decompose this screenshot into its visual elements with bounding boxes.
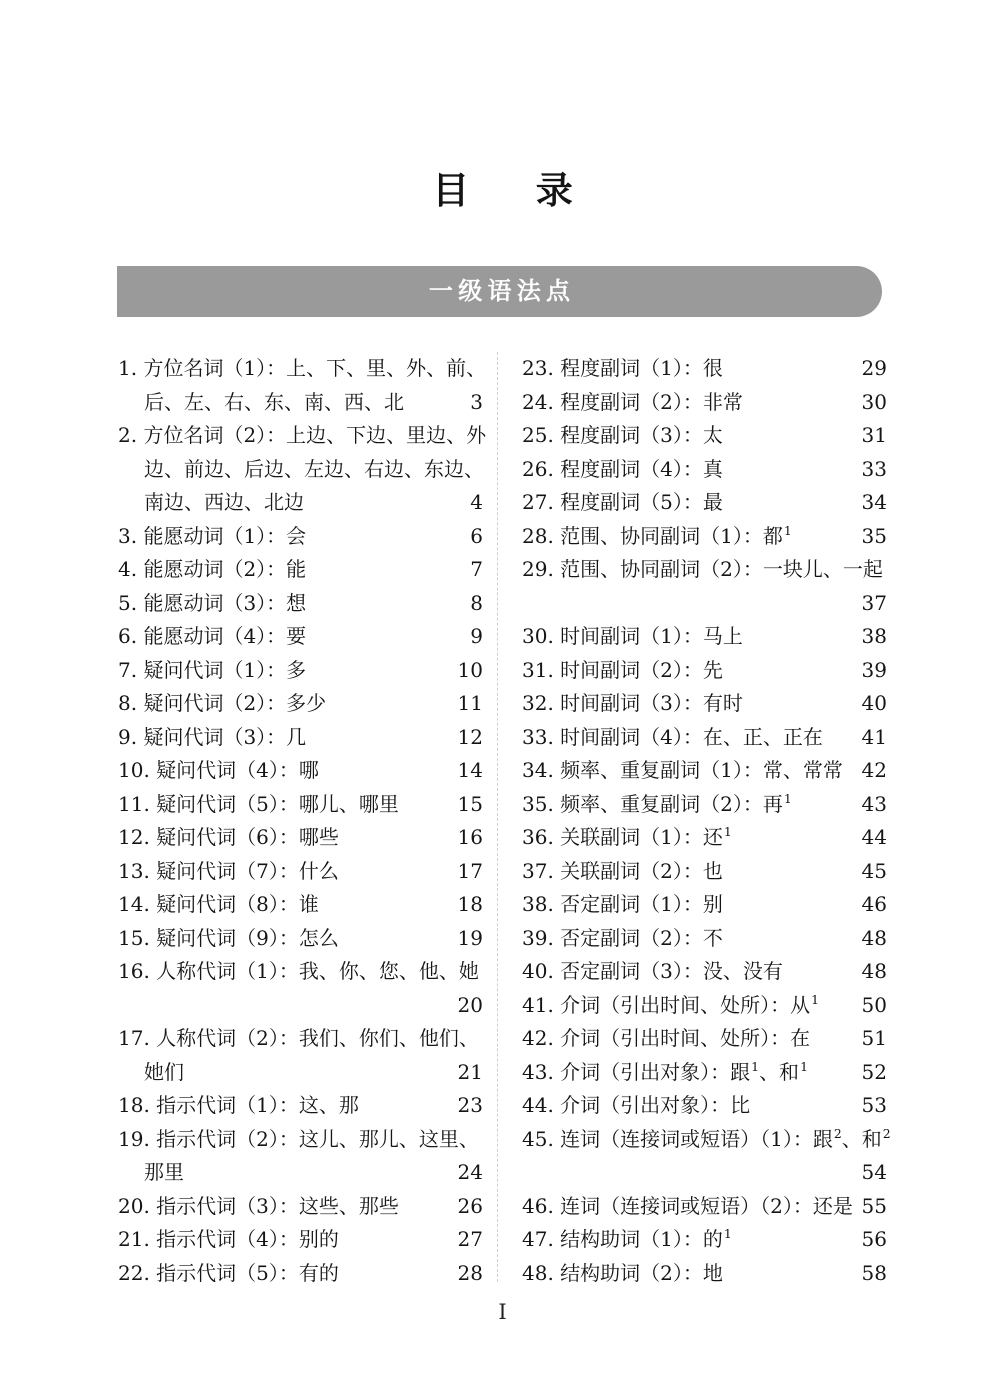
toc-entry-label: 能愿动词（2）：能 xyxy=(143,557,307,581)
toc-entry-label: 时间副词（3）：有时 xyxy=(560,691,743,715)
toc-entry-number: 13. xyxy=(118,858,150,883)
toc-entry-number: 12. xyxy=(118,825,150,849)
toc-entry-line xyxy=(522,721,887,755)
toc-entry-number: 31. xyxy=(522,657,554,682)
toc-entry-label: 连词（连接词或短语）（2）：还是 xyxy=(560,1193,853,1218)
toc-entry[interactable] xyxy=(118,855,483,889)
toc-entry-label: 时间副词（1）：马上 xyxy=(560,624,743,648)
toc-entry-page-number: 27 xyxy=(457,1227,483,1251)
toc-entry[interactable] xyxy=(118,1123,483,1190)
toc-entry-page-number: 53 xyxy=(861,1093,887,1117)
toc-entry-page-number: 28 xyxy=(457,1260,483,1285)
toc-entry-continuation xyxy=(118,486,483,520)
toc-entry-label: 程度副词（4）：真 xyxy=(560,456,723,481)
toc-entry-number: 16. xyxy=(118,959,150,983)
toc-entry-label: 疑问代词（7）：什么 xyxy=(156,858,339,883)
toc-entry-number: 7. xyxy=(118,657,138,682)
toc-entry[interactable] xyxy=(522,989,887,1023)
toc-entry-line xyxy=(522,620,887,654)
toc-entry-label: 指示代词（3）：这些、那些 xyxy=(156,1193,399,1218)
toc-entry-page-number: 8 xyxy=(470,590,483,615)
toc-entry[interactable] xyxy=(118,1190,483,1224)
toc-entry-label: 范围、协同副词（1）：都$^1$ xyxy=(560,522,792,548)
toc-entry-number: 43. xyxy=(522,1059,554,1084)
toc-entry-page-number: 10 xyxy=(457,657,483,682)
toc-entry-number: 30. xyxy=(522,624,554,648)
toc-entry-line xyxy=(118,721,483,755)
toc-entry-line xyxy=(522,453,887,487)
toc-entry-number: 14. xyxy=(118,892,150,916)
toc-entry[interactable] xyxy=(118,955,483,1022)
toc-entry[interactable] xyxy=(118,419,487,520)
toc-entry-page-number: 26 xyxy=(457,1193,483,1218)
toc-entry-line xyxy=(118,955,483,989)
toc-entry[interactable] xyxy=(522,386,887,420)
toc-entry-label: 人称代词（1）：我、你、您、他、她 xyxy=(156,959,479,983)
toc-entry-page-number: 30 xyxy=(861,389,887,414)
table-of-contents xyxy=(0,352,1005,1285)
toc-entry-label: 能愿动词（1）：会 xyxy=(143,523,307,548)
toc-entry-label: 程度副词（3）：太 xyxy=(560,423,723,447)
toc-entry-number: 24. xyxy=(522,389,554,414)
toc-entry-line xyxy=(522,1056,887,1090)
toc-entry-label: 指示代词（1）：这、那 xyxy=(156,1093,359,1117)
toc-entry-number: 18. xyxy=(118,1093,150,1117)
toc-entry-number: 40. xyxy=(522,959,554,983)
toc-entry-label: 否定副词（3）：没、没有 xyxy=(560,959,783,983)
toc-entry-line xyxy=(522,788,887,822)
toc-entry-continuation xyxy=(118,386,483,420)
toc-entry-page-number: 23 xyxy=(457,1093,483,1117)
toc-entry-label: 那里 xyxy=(144,1160,184,1184)
toc-entry-number: 41. xyxy=(522,992,554,1017)
toc-entry-label: 后、左、右、东、南、西、北 xyxy=(144,389,404,414)
toc-entry-page-number: 48 xyxy=(861,925,887,950)
toc-entry-page-number: 42 xyxy=(861,758,887,782)
toc-entry-line xyxy=(522,888,887,922)
toc-entry[interactable] xyxy=(118,1089,483,1123)
toc-entry-number: 37. xyxy=(522,858,554,883)
toc-entry-continuation xyxy=(118,989,483,1023)
toc-entry-page-number: 39 xyxy=(861,657,887,682)
toc-entry-line xyxy=(118,654,483,688)
toc-entry-line xyxy=(522,352,887,386)
toc-entry-label: 频率、重复副词（2）：再$^1$ xyxy=(560,790,792,816)
toc-entry[interactable] xyxy=(522,721,887,755)
toc-entry[interactable] xyxy=(522,687,887,721)
toc-entry[interactable] xyxy=(118,654,483,688)
toc-entry[interactable] xyxy=(118,1022,483,1089)
toc-entry-number: 36. xyxy=(522,825,554,849)
toc-entry-page-number: 15 xyxy=(457,791,483,816)
toc-entry-number: 2. xyxy=(118,423,138,447)
toc-entry[interactable] xyxy=(118,721,483,755)
toc-entry-label: 能愿动词（3）：想 xyxy=(143,590,307,615)
toc-column-right xyxy=(522,352,891,1290)
toc-entry-number: 17. xyxy=(118,1026,150,1050)
toc-entry-label: 时间副词（2）：先 xyxy=(560,657,723,682)
toc-entry-continuation xyxy=(118,1056,483,1090)
toc-entry-line xyxy=(522,419,887,453)
section-banner-label: 一级语法点 xyxy=(428,277,576,305)
toc-entry-line xyxy=(522,520,887,554)
toc-entry-label: 疑问代词（5）：哪儿、哪里 xyxy=(156,791,399,816)
toc-entry-line xyxy=(118,821,483,855)
toc-entry[interactable] xyxy=(118,520,483,554)
toc-entry-continuation xyxy=(118,1156,483,1190)
toc-entry-line xyxy=(522,1190,887,1224)
toc-entry-line xyxy=(118,553,483,587)
page-title: 目 录 xyxy=(432,168,588,212)
column-divider xyxy=(497,352,498,1282)
toc-entry-page-number: 51 xyxy=(861,1026,887,1050)
toc-entry-page-number: 46 xyxy=(861,892,887,916)
toc-entry-page-number: 34 xyxy=(861,490,887,514)
toc-entry-label: 指示代词（5）：有的 xyxy=(156,1260,339,1285)
toc-entry[interactable] xyxy=(118,352,487,419)
toc-entry-label: 范围、协同副词（2）：一块儿、一起 xyxy=(560,557,883,581)
toc-entry-label: 介词（引出时间、处所）：在 xyxy=(560,1026,811,1050)
toc-entry-label: 连词（连接词或短语）（1）：跟$^2$、和$^2$ xyxy=(560,1125,891,1151)
toc-entry-page-number: 33 xyxy=(861,456,887,481)
toc-entry-line xyxy=(118,520,483,554)
toc-entry[interactable] xyxy=(522,1223,887,1257)
toc-entry[interactable] xyxy=(522,486,887,520)
toc-entry[interactable] xyxy=(118,788,483,822)
toc-entry-number: 38. xyxy=(522,892,554,916)
toc-entry-line xyxy=(522,821,887,855)
toc-entry-page-number: 38 xyxy=(861,624,887,648)
toc-entry[interactable] xyxy=(522,620,887,654)
toc-entry-line xyxy=(118,419,487,453)
toc-entry-line xyxy=(522,1022,887,1056)
toc-entry[interactable] xyxy=(522,1257,887,1291)
toc-entry-line xyxy=(118,922,483,956)
toc-entry-line xyxy=(522,654,887,688)
toc-entry[interactable] xyxy=(522,520,887,554)
toc-entry[interactable] xyxy=(118,687,483,721)
toc-entry-page-number: 41 xyxy=(861,724,887,749)
toc-entry-page-number: 29 xyxy=(861,356,887,380)
toc-entry[interactable] xyxy=(118,587,483,621)
toc-entry-page-number: 14 xyxy=(457,758,483,782)
toc-entry-page-number: 19 xyxy=(457,925,483,950)
toc-entry-label: 结构助词（1）：的$^1$ xyxy=(560,1226,732,1251)
toc-entry-page-number: 31 xyxy=(861,423,887,447)
toc-entry-label: 关联副词（2）：也 xyxy=(560,858,723,883)
toc-entry[interactable] xyxy=(118,922,483,956)
toc-entry-line xyxy=(522,386,887,420)
toc-entry-page-number: 55 xyxy=(861,1193,887,1218)
toc-entry-page-number: 37 xyxy=(861,590,887,615)
toc-entry-label: 方位名词（1）：上、下、里、外、前、 xyxy=(143,356,487,380)
toc-entry-line xyxy=(522,754,887,788)
toc-entry-line xyxy=(522,1223,887,1257)
toc-entry-number: 23. xyxy=(522,356,554,380)
toc-entry-line xyxy=(118,888,483,922)
toc-entry-number: 47. xyxy=(522,1227,554,1251)
toc-entry-number: 29. xyxy=(522,557,554,581)
toc-entry[interactable] xyxy=(522,1056,887,1090)
toc-entry-line xyxy=(522,486,887,520)
toc-entry[interactable] xyxy=(118,754,483,788)
toc-entry-page-number: 44 xyxy=(861,825,887,849)
toc-entry-number: 1. xyxy=(118,356,138,380)
toc-entry-label: 指示代词（4）：别的 xyxy=(156,1227,339,1251)
toc-entry[interactable] xyxy=(118,1257,483,1291)
toc-entry-label: 能愿动词（4）：要 xyxy=(143,624,307,648)
toc-entry[interactable] xyxy=(522,1022,887,1056)
toc-entry-number: 5. xyxy=(118,590,138,615)
toc-entry-line xyxy=(118,788,483,822)
toc-entry-number: 27. xyxy=(522,490,554,514)
toc-entry-number: 42. xyxy=(522,1026,554,1050)
toc-entry[interactable] xyxy=(522,855,887,889)
toc-entry-number: 20. xyxy=(118,1193,150,1218)
page-folio: I xyxy=(498,1300,507,1324)
toc-entry-label: 程度副词（1）：很 xyxy=(560,356,723,380)
toc-entry[interactable] xyxy=(118,821,483,855)
toc-entry-page-number: 11 xyxy=(457,691,483,715)
toc-entry-number: 22. xyxy=(118,1260,150,1285)
toc-entry-label: 否定副词（2）：不 xyxy=(560,925,723,950)
toc-entry-label: 人称代词（2）：我们、你们、他们、 xyxy=(156,1026,479,1050)
toc-entry-number: 25. xyxy=(522,423,554,447)
toc-entry-page-number: 54 xyxy=(861,1160,887,1184)
toc-entry-label: 方位名词（2）：上边、下边、里边、外 xyxy=(143,423,487,447)
toc-entry-line xyxy=(522,1089,887,1123)
toc-entry-label: 疑问代词（4）：哪 xyxy=(156,758,319,782)
toc-entry-page-number: 17 xyxy=(457,858,483,883)
toc-entry-label: 南边、西边、北边 xyxy=(144,490,304,514)
toc-entry-line xyxy=(118,620,483,654)
toc-entry-label: 介词（引出时间、处所）：从$^1$ xyxy=(560,991,820,1017)
toc-entry-number: 3. xyxy=(118,523,138,548)
toc-entry-line xyxy=(118,1022,483,1056)
toc-entry-label: 疑问代词（6）：哪些 xyxy=(156,825,339,849)
section-banner xyxy=(117,266,882,317)
toc-entry-label: 结构助词（2）：地 xyxy=(560,1260,723,1285)
toc-entry-page-number: 9 xyxy=(470,624,483,648)
toc-entry-label: 疑问代词（8）：谁 xyxy=(156,892,319,916)
toc-entry-page-number: 20 xyxy=(457,992,483,1017)
toc-entry-label: 疑问代词（1）：多 xyxy=(143,657,307,682)
toc-entry-number: 19. xyxy=(118,1126,150,1151)
toc-entry-line xyxy=(118,587,483,621)
toc-entry-page-number: 45 xyxy=(861,858,887,883)
toc-entry-page-number: 35 xyxy=(861,523,887,548)
toc-entry-line xyxy=(118,1223,483,1257)
toc-entry-page-number: 16 xyxy=(457,825,483,849)
toc-entry-line xyxy=(522,687,887,721)
toc-entry[interactable] xyxy=(522,754,887,788)
toc-entry-number: 34. xyxy=(522,758,554,782)
toc-entry-label: 程度副词（5）：最 xyxy=(560,490,723,514)
toc-entry-label: 关联副词（1）：还$^1$ xyxy=(560,824,732,849)
toc-entry[interactable] xyxy=(522,821,887,855)
toc-entry-number: 8. xyxy=(118,691,138,715)
toc-entry-label: 疑问代词（9）：怎么 xyxy=(156,925,339,950)
toc-entry[interactable] xyxy=(118,620,483,654)
toc-entry-number: 10. xyxy=(118,758,150,782)
toc-entry-line xyxy=(522,1257,887,1291)
toc-entry[interactable] xyxy=(522,453,887,487)
toc-entry-page-number: 3 xyxy=(470,389,483,414)
toc-entry-number: 44. xyxy=(522,1093,554,1117)
toc-entry[interactable] xyxy=(522,888,887,922)
toc-entry[interactable] xyxy=(522,1089,887,1123)
toc-entry-number: 39. xyxy=(522,925,554,950)
toc-entry-line xyxy=(522,989,887,1023)
toc-entry-line xyxy=(118,1190,483,1224)
toc-entry-label: 疑问代词（2）：多少 xyxy=(143,691,327,715)
toc-entry[interactable] xyxy=(522,419,887,453)
toc-entry-line xyxy=(522,553,887,587)
toc-entry-label: 否定副词（1）：别 xyxy=(560,892,723,916)
toc-entry-page-number: 12 xyxy=(457,724,483,749)
toc-entry-label: 疑问代词（3）：几 xyxy=(143,724,307,749)
toc-entry-line xyxy=(522,855,887,889)
toc-entry[interactable] xyxy=(522,553,887,620)
toc-entry-label: 时间副词（4）：在、正、正在 xyxy=(560,724,823,749)
toc-entry-page-number: 50 xyxy=(861,992,887,1017)
toc-entry-page-number: 4 xyxy=(470,490,483,514)
toc-entry-line xyxy=(522,955,887,989)
toc-entry[interactable] xyxy=(522,1123,891,1190)
toc-entry-page-number: 21 xyxy=(457,1059,483,1084)
toc-entry-line xyxy=(118,1089,483,1123)
toc-entry-number: 33. xyxy=(522,724,554,749)
toc-entry[interactable] xyxy=(522,922,887,956)
toc-entry-number: 6. xyxy=(118,624,138,648)
toc-entry-label: 介词（引出对象）：比 xyxy=(560,1093,751,1117)
toc-entry-label: 介词（引出对象）：跟$^1$、和$^1$ xyxy=(560,1058,808,1084)
toc-entry[interactable] xyxy=(118,553,483,587)
toc-entry-line xyxy=(522,1123,891,1157)
toc-entry-page-number: 48 xyxy=(861,959,887,983)
toc-entry-continuation xyxy=(118,453,483,487)
toc-entry-number: 15. xyxy=(118,925,150,950)
toc-entry-continuation xyxy=(522,1156,887,1190)
toc-entry[interactable] xyxy=(522,788,887,822)
toc-entry-number: 21. xyxy=(118,1227,150,1251)
toc-entry-number: 46. xyxy=(522,1193,554,1218)
toc-entry-line xyxy=(118,855,483,889)
toc-entry-label: 频率、重复副词（1）：常、常常 xyxy=(560,758,843,782)
toc-entry-number: 35. xyxy=(522,791,554,816)
toc-entry-page-number: 18 xyxy=(457,892,483,916)
toc-entry-line xyxy=(118,1257,483,1291)
toc-entry[interactable] xyxy=(118,888,483,922)
toc-entry-page-number: 43 xyxy=(861,791,887,816)
toc-entry-number: 11. xyxy=(118,791,150,816)
toc-entry-label: 程度副词（2）：非常 xyxy=(560,389,743,414)
toc-entry-number: 45. xyxy=(522,1126,554,1151)
toc-entry-label: 她们 xyxy=(144,1059,184,1084)
toc-column-left xyxy=(118,352,487,1290)
toc-entry-page-number: 58 xyxy=(861,1260,887,1285)
toc-entry-number: 28. xyxy=(522,523,554,548)
toc-entry-label: 指示代词（2）：这儿、那儿、这里、 xyxy=(156,1126,479,1151)
toc-entry[interactable] xyxy=(522,1190,887,1224)
toc-entry-label: 边、前边、后边、左边、右边、东边、 xyxy=(144,456,484,481)
toc-entry-page-number: 6 xyxy=(470,523,483,548)
toc-entry-line xyxy=(118,352,487,386)
toc-entry-page-number: 52 xyxy=(861,1059,887,1084)
toc-entry[interactable] xyxy=(522,955,887,989)
toc-entry-continuation xyxy=(522,587,887,621)
toc-entry-number: 32. xyxy=(522,691,554,715)
toc-entry-number: 9. xyxy=(118,724,138,749)
toc-entry-page-number: 40 xyxy=(861,691,887,715)
toc-entry-line xyxy=(118,687,483,721)
toc-entry[interactable] xyxy=(522,352,887,386)
toc-entry-line xyxy=(118,1123,483,1157)
toc-entry[interactable] xyxy=(522,654,887,688)
toc-entry-line xyxy=(118,754,483,788)
toc-entry-number: 48. xyxy=(522,1260,554,1285)
toc-entry[interactable] xyxy=(118,1223,483,1257)
toc-entry-page-number: 24 xyxy=(457,1160,483,1184)
toc-entry-line xyxy=(522,922,887,956)
toc-entry-page-number: 7 xyxy=(470,557,483,581)
toc-entry-number: 4. xyxy=(118,557,138,581)
toc-entry-number: 26. xyxy=(522,456,554,481)
toc-entry-page-number: 56 xyxy=(861,1227,887,1251)
